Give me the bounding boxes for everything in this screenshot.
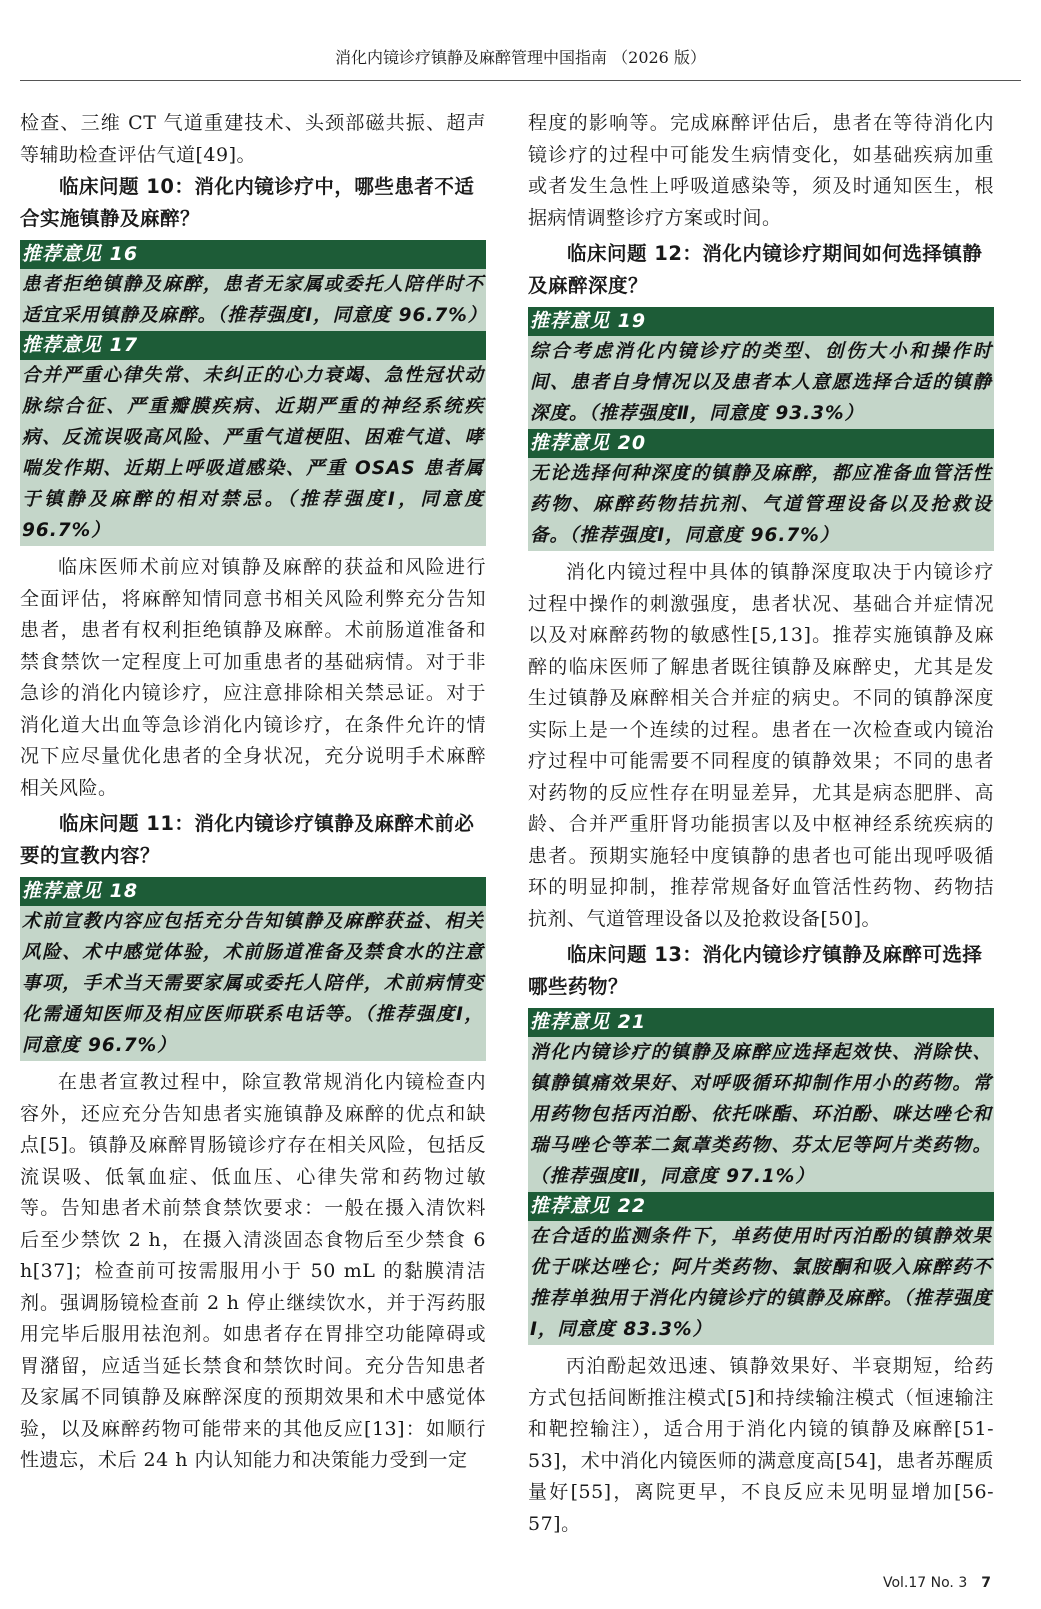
clinical-question-11: 临床问题 11：消化内镜诊疗镇静及麻醉术前必要的宣教内容？: [20, 812, 475, 867]
recommendation-16: [20, 240, 486, 331]
recommendation-title: 推荐意见 22: [528, 1192, 994, 1221]
recommendation-title: 推荐意见 21: [528, 1008, 994, 1037]
left-column: [20, 108, 486, 1477]
paragraph: 丙泊酚起效迅速、镇静效果好、半衰期短，给药方式包括间断推注模式[5]和持续输注模式（恒速输注和靶控输注），适合用于消化内镜的镇静及麻醉[51-53]，术中消化内镜医师的满意度高[54]，患者苏醒质量好[55]，离院更早，不良反应未见明显增加[56-57]。: [528, 1355, 994, 1535]
recommendation-text: 在合适的监测条件下，单药使用时丙泊酚的镇静效果优于咪达唑仑；阿片类药物、氯胺酮和吸入麻醉药不推荐单独用于消化内镜诊疗的镇静及麻醉。（推荐强度Ⅰ，同意度 83.3%）: [530, 1226, 992, 1340]
recommendation-text: 合并严重心律失常、未纠正的心力衰竭、急性冠状动脉综合征、严重瓣膜疾病、近期严重的神经系统疾病、反流误吸高风险、严重气道梗阻、困难气道、哮喘发作期、近期上呼吸道感染、严重 OSAS 患者属于镇静及麻醉的相对禁忌。（推荐强度Ⅰ，同意度 96.7%）: [22, 365, 484, 541]
recommendation-text: 患者拒绝镇静及麻醉，患者无家属或委托人陪伴时不适宜采用镇静及麻醉。（推荐强度Ⅰ，同意度 96.7%）: [22, 274, 488, 326]
recommendation-20: [528, 429, 994, 551]
clinical-question-10: 临床问题 10：消化内镜诊疗中，哪些患者不适合实施镇静及麻醉？: [20, 175, 475, 230]
paragraph: 在患者宣教过程中，除宣教常规消化内镜检查内容外，还应充分告知患者实施镇静及麻醉的优点和缺点[5]。镇静及麻醉胃肠镜诊疗存在相关风险，包括反流误吸、低氧血症、低血压、心律失常和药物过敏等。告知患者术前禁食禁饮要求：一般在摄入清饮料后至少禁饮 2 h，在摄入清淡固态食物后至少禁食 6 h[37]；检查前可按需服用小于 50 mL 的黏膜清洁剂。强调肠镜检查前 2 h 停止继续饮水，并于泻药服用完毕后服用祛泡剂。如患者存在胃排空功能障碍或胃潴留，应适当延长禁食和禁饮时间。充分告知患者及家属不同镇静及麻醉深度的预期效果和术中感觉体验，以及麻醉药物可能带来的其他反应[13]：如顺行性遗忘，术后 24 h 内认知能力和决策能力受到一定: [20, 1071, 486, 1471]
clinical-question-12: 临床问题 12：消化内镜诊疗期间如何选择镇静及麻醉深度？: [528, 242, 983, 297]
recommendation-text: 消化内镜诊疗的镇静及麻醉应选择起效快、消除快、镇静镇痛效果好、对呼吸循环抑制作用小的药物。常用药物包括丙泊酚、依托咪酯、环泊酚、咪达唑仑和瑞马唑仑等苯二氮䓬类药物、芬太尼等阿片类药物。（推荐强度Ⅱ，同意度 97.1%）: [530, 1042, 992, 1187]
paragraph: 消化内镜过程中具体的镇静深度取决于内镜诊疗过程中操作的刺激强度，患者状况、基础合并症情况以及对麻醉药物的敏感性[5,13]。推荐实施镇静及麻醉的临床医师了解患者既往镇静及麻醉史，尤其是发生过镇静及麻醉相关合并症的病史。不同的镇静深度实际上是一个连续的过程。患者在一次检查或内镜治疗过程中可能需要不同程度的镇静效果；不同的患者对药物的反应性存在明显差异，尤其是病态肥胖、高龄、合并严重肝肾功能损害以及中枢神经系统疾病的患者。预期实施轻中度镇静的患者也可能出现呼吸循环的明显抑制，推荐常规备好血管活性药物、药物拮抗剂、气道管理设备以及抢救设备[50]。: [528, 561, 994, 930]
page-footer: [883, 1575, 991, 1591]
recommendation-21: [528, 1008, 994, 1192]
recommendation-title: 推荐意见 20: [528, 429, 994, 458]
volume-issue: Vol.17 No. 3: [882, 1575, 968, 1591]
recommendation-title: 推荐意见 19: [528, 307, 994, 336]
recommendation-text: 术前宣教内容应包括充分告知镇静及麻醉获益、相关风险、术中感觉体验，术前肠道准备及禁食水的注意事项，手术当天需要家属或委托人陪伴，术前病情变化需通知医师及相应医师联系电话等。（推荐强度Ⅰ，同意度 96.7%）: [22, 911, 484, 1056]
running-header: [20, 36, 1021, 81]
recommendation-22: [528, 1192, 994, 1345]
journal-guideline-title: 消化内镜诊疗镇静及麻醉管理中国指南 （2026 版）: [335, 48, 706, 67]
recommendation-title: 推荐意见 16: [20, 240, 486, 269]
paragraph: 程度的影响等。完成麻醉评估后，患者在等待消化内镜诊疗的过程中可能发生病情变化，如基础疾病加重或者发生急性上呼吸道感染等，须及时通知医生，根据病情调整诊疗方案或时间。: [528, 112, 994, 229]
recommendation-19: [528, 307, 994, 429]
page-number: 7: [981, 1575, 991, 1591]
recommendation-18: [20, 877, 486, 1061]
right-column: [528, 108, 994, 1540]
recommendation-text: 综合考虑消化内镜诊疗的类型、创伤大小和操作时间、患者自身情况以及患者本人意愿选择合适的镇静深度。（推荐强度Ⅱ，同意度 93.3%）: [530, 341, 992, 424]
recommendation-title: 推荐意见 18: [20, 877, 486, 906]
paragraph: 临床医师术前应对镇静及麻醉的获益和风险进行全面评估，将麻醉知情同意书相关风险利弊充分告知患者，患者有权利拒绝镇静及麻醉。术前肠道准备和禁食禁饮一定程度上可加重患者的基础病情。对于非急诊的消化内镜诊疗，应注意排除相关禁忌证。对于消化道大出血等急诊消化内镜诊疗，在条件允许的情况下应尽量优化患者的全身状况，充分说明手术麻醉相关风险。: [20, 556, 486, 799]
clinical-question-13: 临床问题 13：消化内镜诊疗镇静及麻醉可选择哪些药物？: [528, 943, 983, 998]
recommendation-text: 无论选择何种深度的镇静及麻醉，都应准备血管活性药物、麻醉药物拮抗剂、气道管理设备以及抢救设备。（推荐强度Ⅰ，同意度 96.7%）: [530, 463, 992, 546]
paragraph: 检查、三维 CT 气道重建技术、头颈部磁共振、超声等辅助检查评估气道[49]。: [20, 112, 486, 166]
recommendation-17: [20, 331, 486, 546]
recommendation-title: 推荐意见 17: [20, 331, 486, 360]
